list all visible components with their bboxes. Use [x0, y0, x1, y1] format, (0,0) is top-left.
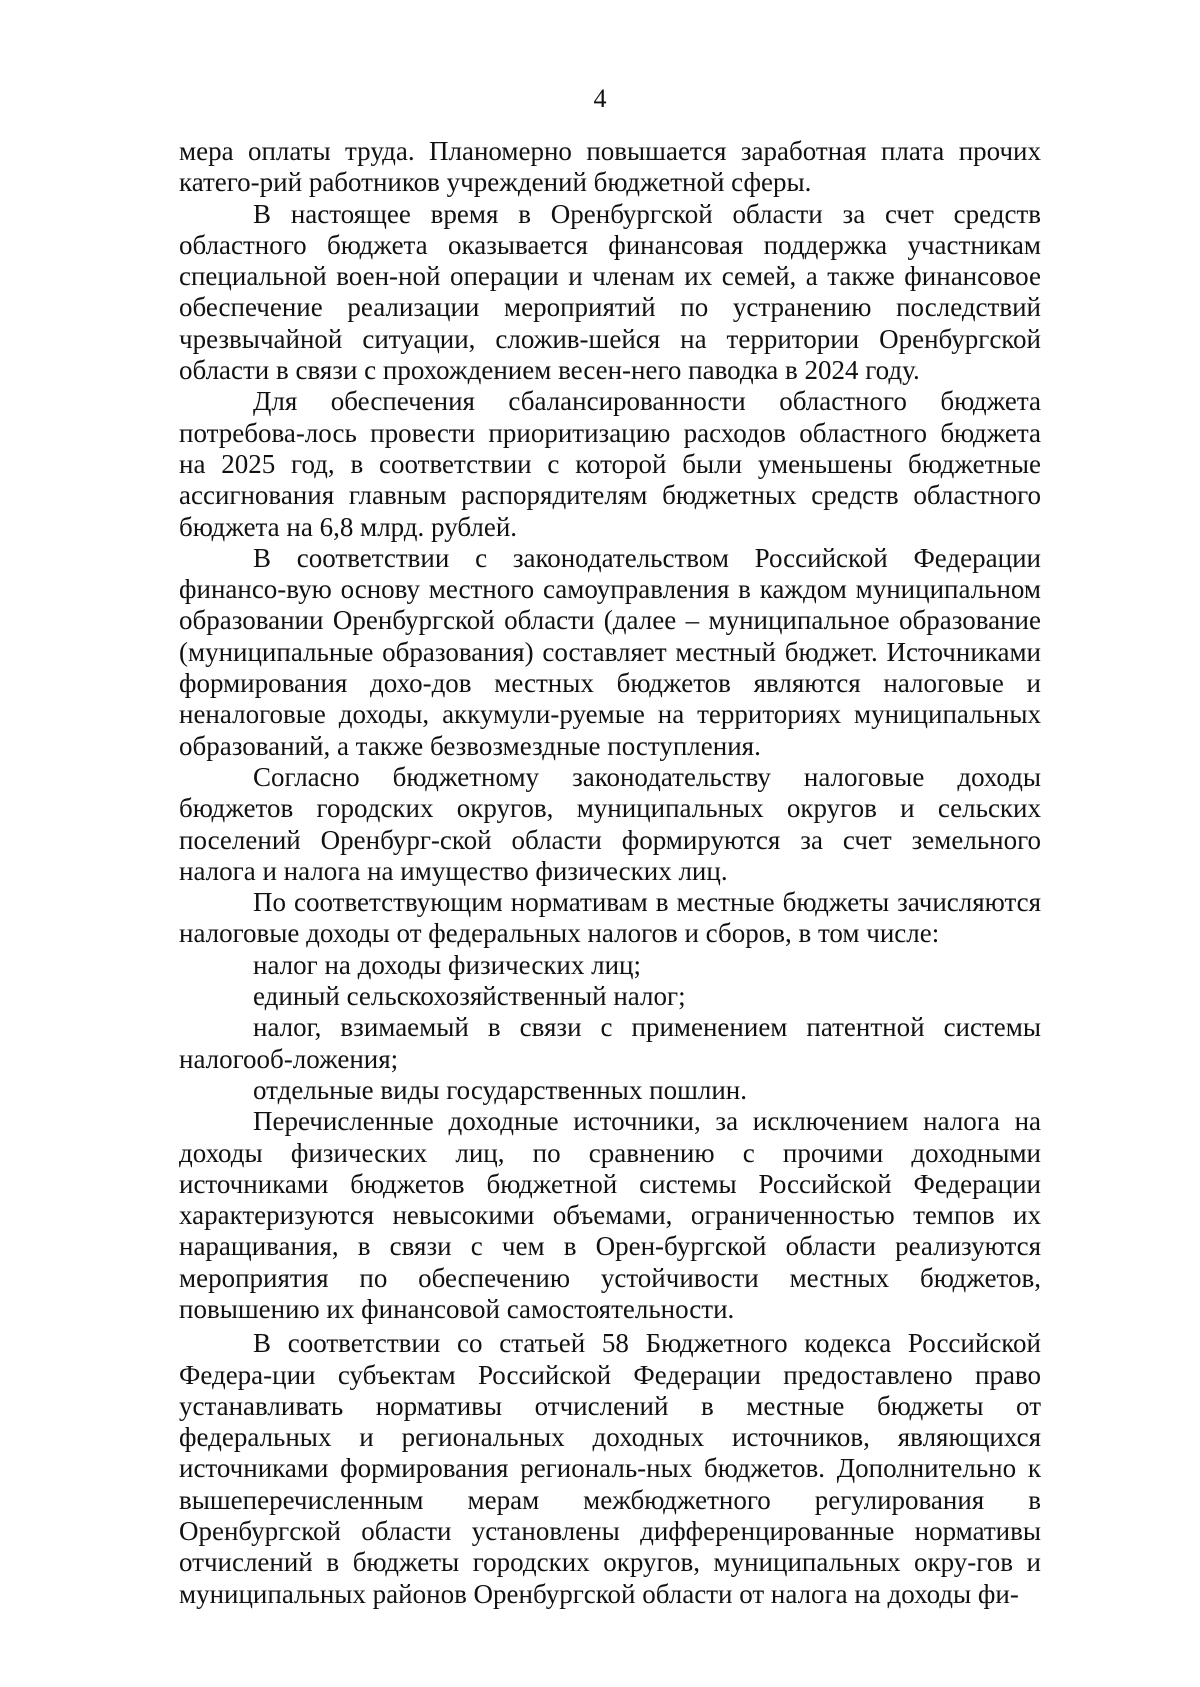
paragraph: В настоящее время в Оренбургской области за счет средств областного бюджета оказывается финансовая поддержка участникам специальной воен-ной операции и членам их семей, а также финансовое обеспечение реализации мероприятий по устранению последствий чрезвычайной ситуации, сложив-шейся на территории Оренбургской области в связи с прохождением весен-него паводка в 2024 году.: [179, 198, 1041, 386]
paragraph: Согласно бюджетному законодательству налоговые доходы бюджетов городских округов, муниципальных округов и сельских поселений Оренбург-ской области формируются за счет земельного налога и налога на имущество физических лиц.: [179, 761, 1041, 886]
paragraph: Для обеспечения сбалансированности областного бюджета потребова-лось провести приоритизацию расходов областного бюджета на 2025 год, в соответствии с которой были уменьшены бюджетные ассигнования главным распорядителям бюджетных средств областного бюджета на 6,8 млрд. рублей.: [179, 386, 1041, 542]
document-body: [179, 136, 1041, 1610]
paragraph: В соответствии со статьей 58 Бюджетного кодекса Российской Федера-ции субъектам Российской Федерации предоставлено право устанавливать нормативы отчислений в местные бюджеты от федеральных и региональных доходных источников, являющихся источниками формирования региональ-ных бюджетов. Дополнительно к вышеперечисленным мерам межбюджетного регулирования в Оренбургской области установлены дифференцированные нормативы отчислений в бюджеты городских округов, муниципальных окру-гов и муниципальных районов Оренбургской области от налога на доходы фи-: [179, 1328, 1041, 1609]
paragraph: мера оплаты труда. Планомерно повышается заработная плата прочих катего-рий работников учреждений бюджетной сферы.: [179, 136, 1041, 198]
list-item: налог на доходы физических лиц;: [253, 949, 642, 980]
list-item: налог, взимаемый в связи с применением патентной системы налогооб-ложения;: [179, 1012, 1041, 1074]
page-number: 4: [593, 84, 607, 113]
list-item: отдельные виды государственных пошлин.: [253, 1074, 747, 1105]
list-item: единый сельскохозяйственный налог;: [253, 981, 686, 1012]
paragraph: Перечисленные доходные источники, за исключением налога на доходы физических лиц, по сравнению с прочими доходными источниками бюджетов бюджетной системы Российской Федерации характеризуются невысокими объемами, ограниченностью темпов их наращивания, в связи с чем в Орен-бургской области реализуются мероприятия по обеспечению устойчивости местных бюджетов, повышению их финансовой самостоятельности.: [179, 1106, 1041, 1324]
paragraph: В соответствии с законодательством Российской Федерации финансо-вую основу местного самоуправления в каждом муниципальном образовании Оренбургской области (далее – муниципальное образование (муниципальные образования) составляет местный бюджет. Источниками формирования дохо-дов местных бюджетов являются налоговые и неналоговые доходы, аккумули-руемые на территориях муниципальных образований, а также безвозмездные поступления.: [179, 542, 1041, 761]
paragraph: По соответствующим нормативам в местные бюджеты зачисляются налоговые доходы от федеральных налогов и сборов, в том числе:: [179, 887, 1041, 949]
